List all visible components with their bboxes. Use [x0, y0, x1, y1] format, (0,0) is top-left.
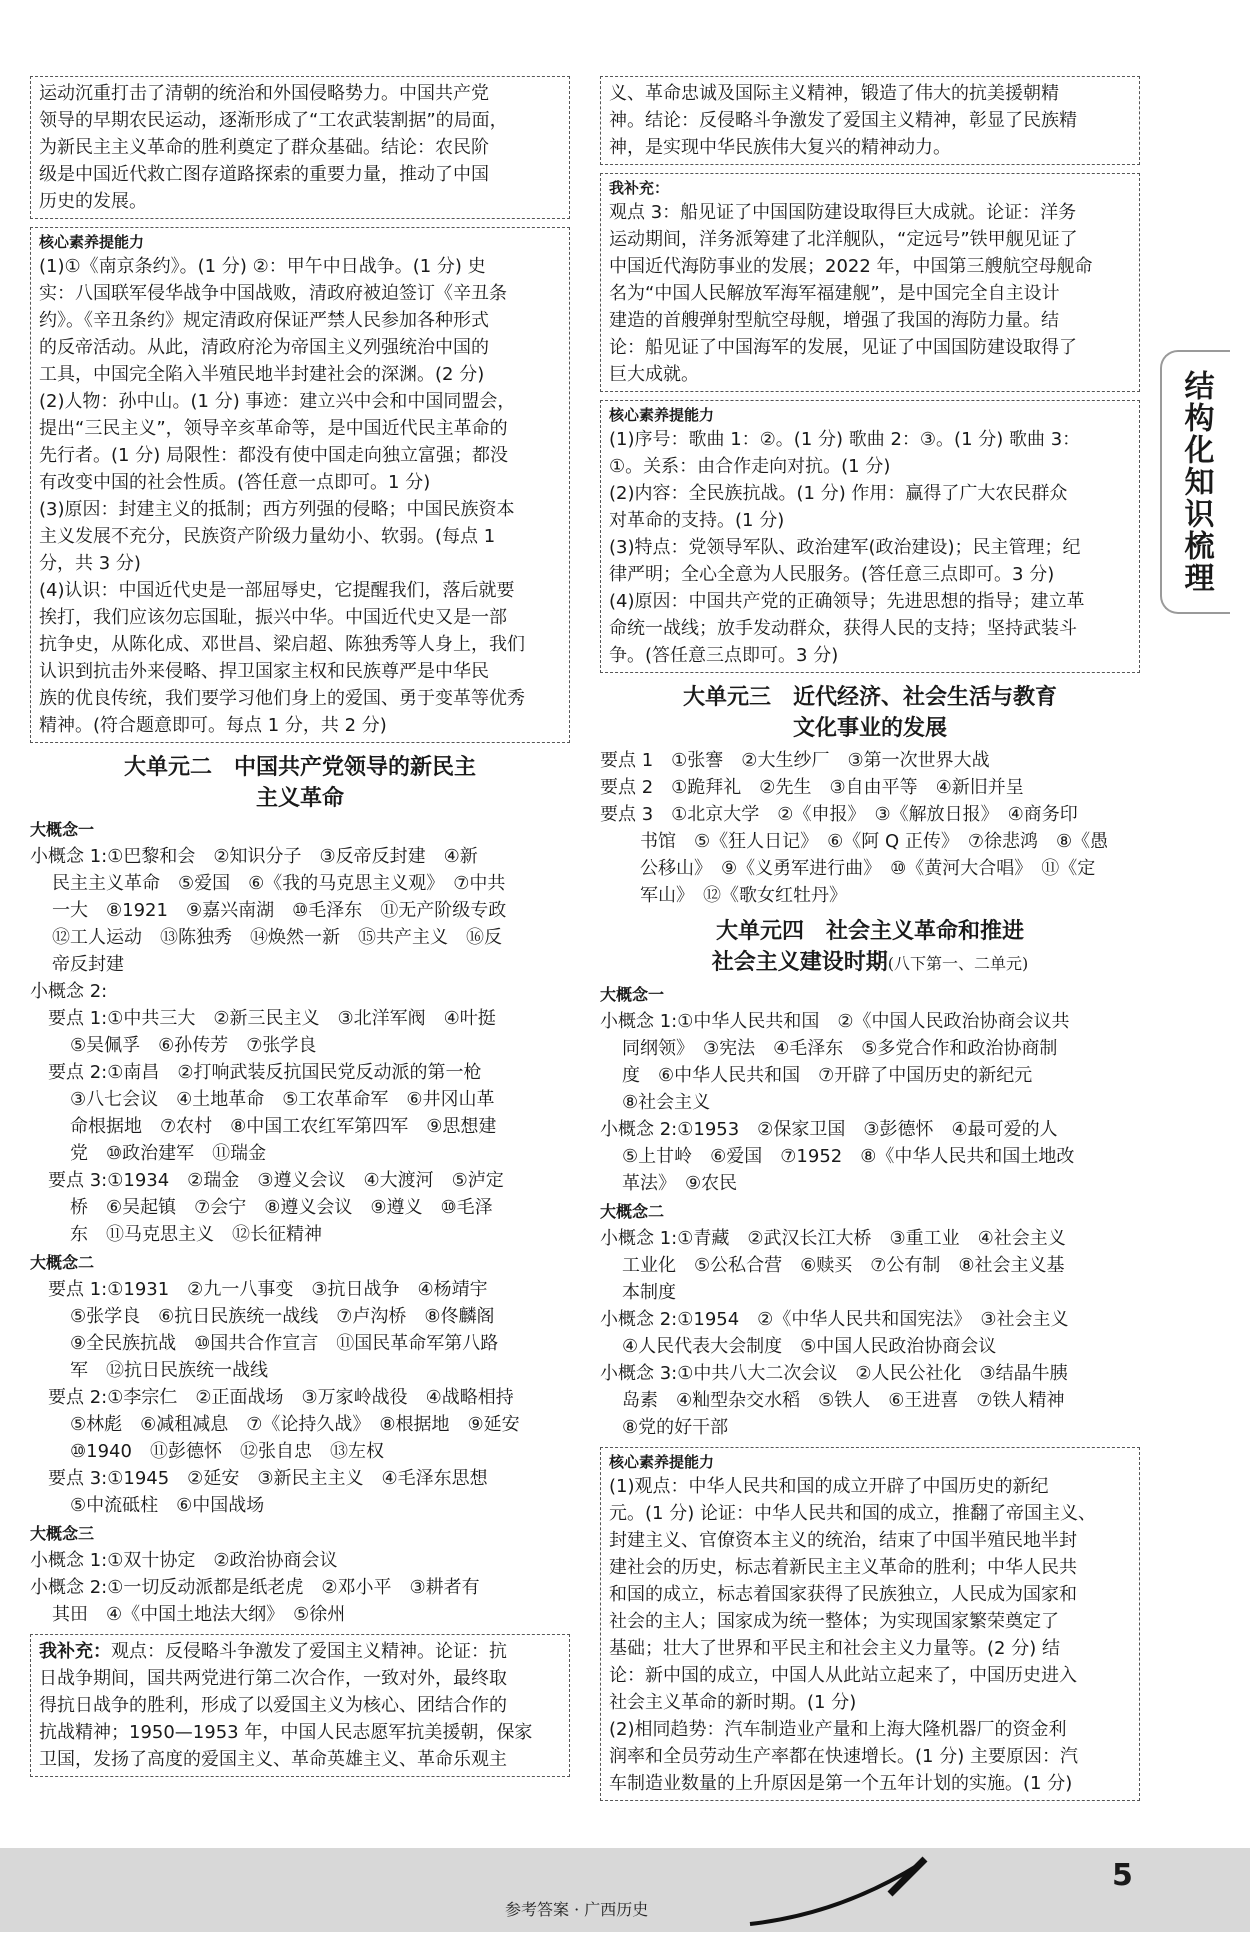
text-line: 领导的早期农民运动，逐渐形成了“工农武装割据”的局面， — [39, 110, 508, 131]
left-column — [30, 76, 570, 1785]
text-line: 历史的发展。 — [39, 191, 147, 212]
text-line: 日战争期间，国共两党进行第二次合作，一致对外，最终取 — [39, 1668, 507, 1689]
text-line: 论：船见证了中国海军的发展，见证了中国国防建设取得了 — [609, 337, 1077, 358]
answer-line: ⑤林彪 ⑥减租减息 ⑦《论持久战》 ⑧根据地 ⑨延安 — [52, 1414, 520, 1435]
answer-line: 小概念 2:①一切反动派都是纸老虎 ②邓小平 ③耕者有 — [30, 1577, 480, 1598]
unit-2-content — [30, 817, 570, 1628]
answer-line: 要点 3:①1945 ②延安 ③新民主主义 ④毛泽东思想 — [30, 1468, 488, 1489]
answer-line: ⑧社会主义 — [622, 1092, 711, 1113]
answer-line: 小概念 1:①中华人民共和国 ②《中国人民政治协商会议共 — [600, 1011, 1070, 1032]
text-line: (1)观点：中华人民共和国的成立开辟了中国历史的新纪 — [609, 1476, 1049, 1497]
unit-3-title-line2: 文化事业的发展 — [792, 715, 947, 741]
text-line: 分，共 3 分) — [39, 553, 141, 574]
answer-line: 要点 2:①南昌 ②打响武装反抗国民党反动派的第一枪 — [30, 1062, 482, 1083]
text-line: 运动沉重打击了清朝的统治和外国侵略势力。中国共产党 — [39, 83, 489, 104]
text-line: 社会主义革命的新时期。(1 分) — [609, 1692, 857, 1713]
text-line: 神。结论：反侵略斗争激发了爱国主义精神，彰显了民族精 — [609, 110, 1077, 131]
answer-line: ⑨全民族抗战 ⑩国共合作宣言 ⑪国民革命军第八路 — [52, 1333, 499, 1354]
text-line: 得抗日战争的胜利，形成了以爱国主义为核心、团结合作的 — [39, 1695, 507, 1716]
text-line: 命统一战线；放手发动群众，获得人民的支持；坚持武装斗 — [609, 618, 1077, 639]
text-line: 抗争史，从陈化成、邓世昌、梁启超、陈独秀等人身上，我们 — [39, 634, 525, 655]
text-line: (3)特点：党领导军队、政治建军(政治建设)；民主管理；纪 — [609, 537, 1081, 558]
text-line: 抗战精神；1950—1953 年，中国人民志愿军抗美援朝，保家 — [39, 1722, 533, 1743]
text-line: 实：八国联军侵华战争中国战败，清政府被迫签订《辛丑条 — [39, 283, 507, 304]
right-box-continued — [600, 76, 1140, 165]
answer-line: 小概念 1:①青藏 ②武汉长江大桥 ③重工业 ④社会主义 — [600, 1228, 1066, 1249]
answer-line: 书馆 ⑤《狂人日记》 ⑥《阿 Q 正传》 ⑦徐悲鸿 ⑧《愚 — [622, 831, 1109, 852]
right-column — [600, 76, 1140, 1809]
text-line: (4)认识：中国近代史是一部屈辱史，它提醒我们，落后就要 — [39, 580, 515, 601]
supplement-line — [39, 1638, 561, 1665]
answer-line: ⑧党的好干部 — [622, 1417, 729, 1438]
text-line: 有改变中国的社会性质。(答任意一点即可。1 分) — [39, 472, 431, 493]
text-line: 元。(1 分) 论证：中华人民共和国的成立，推翻了帝国主义、 — [609, 1503, 1096, 1524]
box-title: 我补充： — [609, 179, 670, 197]
unit-3-content — [600, 747, 1140, 909]
answer-line: 公移山》 ⑨《义勇军进行曲》 ⑩《黄河大合唱》 ⑪《定 — [622, 858, 1096, 879]
answer-line: ⑤张学良 ⑥抗日民族统一战线 ⑦卢沟桥 ⑧佟麟阁 — [52, 1306, 495, 1327]
right-box-core-literacy-1 — [600, 400, 1140, 673]
text-line: 巨大成就。 — [609, 364, 699, 385]
text-line: 建造的首艘弹射型航空母舰，增强了我国的海防力量。结 — [609, 310, 1059, 331]
answer-line: 其田 ④《中国土地法大纲》 ⑤徐州 — [52, 1604, 346, 1625]
box-title: 核心素养提能力 — [609, 1453, 715, 1471]
answer-line: 小概念 1:①巴黎和会 ②知识分子 ③反帝反封建 ④新 — [30, 846, 478, 867]
answer-line: 大概念二 — [600, 1202, 665, 1221]
text-line: 中国近代海防事业的发展；2022 年，中国第三艘航空母舰命 — [609, 256, 1093, 277]
answer-line: 要点 2:①李宗仁 ②正面战场 ③万家岭战役 ④战略相持 — [30, 1387, 514, 1408]
answer-line: ⑫工人运动 ⑬陈独秀 ⑭焕然一新 ⑮共产主义 ⑯反 — [52, 927, 502, 948]
answer-line: ⑩1940 ⑪彭德怀 ⑫张自忠 ⑬左权 — [52, 1441, 384, 1462]
answer-line: 要点 3:①1934 ②瑞金 ③遵义会议 ④大渡河 ⑤泸定 — [30, 1170, 504, 1191]
text-line: 和国的成立，标志着国家获得了民族独立，人民成为国家和 — [609, 1584, 1077, 1605]
text-line: 主义发展不充分，民族资产阶级力量幼小、软弱。(每点 1 — [39, 526, 496, 547]
unit-4-title-line2 — [600, 946, 1140, 980]
answer-line: 度 ⑥中华人民共和国 ⑦开辟了中国历史的新纪元 — [622, 1065, 1033, 1086]
box-title: 核心素养提能力 — [609, 406, 715, 424]
answer-line: 革法》 ⑨农民 — [622, 1173, 738, 1194]
answer-line: 大概念二 — [30, 1253, 95, 1272]
text-line: 提出“三民主义”，领导辛亥革命等，是中国近代民主革命的 — [39, 418, 508, 439]
text-line: 先行者。(1 分) 局限性：都没有使中国走向独立富强；都没 — [39, 445, 508, 466]
text-line: (4)原因：中国共产党的正确领导；先进思想的指导；建立革 — [609, 591, 1085, 612]
answer-line: 帝反封建 — [52, 954, 124, 975]
text-line: 建社会的历史，标志着新民主主义革命的胜利；中华人民共 — [609, 1557, 1077, 1578]
answer-line: 小概念 2: — [30, 981, 108, 1002]
answer-line: 大概念一 — [30, 820, 95, 839]
answer-line: 小概念 2:①1953 ②保家卫国 ③彭德怀 ④最可爱的人 — [600, 1119, 1058, 1140]
answer-line: 军 ⑫抗日民族统一战线 — [52, 1360, 268, 1381]
answer-line: 要点 1:①1931 ②九一八事变 ③抗日战争 ④杨靖宇 — [30, 1279, 488, 1300]
text-line: 名为“中国人民解放军海军福建舰”，是中国完全自主设计 — [609, 283, 1060, 304]
answer-line: 要点 3 ①北京大学 ②《申报》 ③《解放日报》 ④商务印 — [600, 804, 1078, 825]
answer-line: 同纲领》 ③宪法 ④毛泽东 ⑤多党合作和政治协商制 — [622, 1038, 1058, 1059]
answer-line: ④人民代表大会制度 ⑤中国人民政治协商会议 — [622, 1336, 997, 1357]
answer-line: 大概念一 — [600, 985, 665, 1004]
text-line: 族的优良传统，我们要学习他们身上的爱国、勇于变革等优秀 — [39, 688, 525, 709]
text-line: 基础；壮大了世界和平民主和社会主义力量等。(2 分) 结 — [609, 1638, 1060, 1659]
side-tab-label: 结构化知识梳理 — [1178, 370, 1214, 594]
answer-line: ③八七会议 ④土地革命 ⑤工农革命军 ⑥井冈山革 — [52, 1089, 495, 1110]
answer-line: 本制度 — [622, 1282, 676, 1303]
box-title: 核心素养提能力 — [39, 233, 145, 251]
text-line: 运动期间，洋务派筹建了北洋舰队，“定远号”铁甲舰见证了 — [609, 229, 1078, 250]
text-line: (1)①《南京条约》。(1 分) ②：甲午中日战争。(1 分) 史 — [39, 256, 486, 277]
answer-line: 要点 1 ①张謇 ②大生纱厂 ③第一次世界大战 — [600, 750, 990, 771]
answer-line: 民主主义革命 ⑤爱国 ⑥《我的马克思主义观》 ⑦中共 — [52, 873, 506, 894]
text-line: 润率和全员劳动生产率都在快速增长。(1 分) 主要原因：汽 — [609, 1746, 1078, 1767]
text-line: 卫国，发扬了高度的爱国主义、革命英雄主义、革命乐观主 — [39, 1749, 507, 1770]
answer-line: 桥 ⑥吴起镇 ⑦会宁 ⑧遵义会议 ⑨遵义 ⑩毛泽 — [52, 1197, 493, 1218]
side-section-tab — [1160, 350, 1230, 614]
text-line: 的反帝活动。从此，清政府沦为帝国主义列强统治中国的 — [39, 337, 489, 358]
text-line: 约》。《辛丑条约》规定清政府保证严禁人民参加各种形式 — [39, 310, 489, 331]
text-line: 社会的主人；国家成为统一整体；为实现国家繁荣奠定了 — [609, 1611, 1059, 1632]
text-line: 挨打，我们应该勿忘国耻，振兴中华。中国近代史又是一部 — [39, 607, 507, 628]
unit-2-title-line2: 主义革命 — [255, 785, 344, 811]
page-number: 5 — [1112, 1858, 1133, 1893]
text-line: 工具，中国完全陷入半殖民地半封建社会的深渊。(2 分) — [39, 364, 485, 385]
answer-line: 要点 1:①中共三大 ②新三民主义 ③北洋军阀 ④叶挺 — [30, 1008, 496, 1029]
text-line: (1)序号：歌曲 1：②。(1 分) 歌曲 2：③。(1 分) 歌曲 3： — [609, 429, 1081, 450]
answer-line: ⑤上甘岭 ⑥爱国 ⑦1952 ⑧《中华人民共和国土地改 — [622, 1146, 1075, 1167]
left-box-continued — [30, 76, 570, 219]
text-line: 级是中国近代救亡图存道路探索的重要力量，推动了中国 — [39, 164, 489, 185]
answer-line: 一大 ⑧1921 ⑨嘉兴南湖 ⑩毛泽东 ⑪无产阶级专政 — [52, 900, 507, 921]
answer-line: 军山》 ⑫《歌女红牡丹》 — [622, 885, 847, 906]
unit-4-subtitle: (八下第一、二单元) — [887, 954, 1029, 973]
text-line: 争。(答任意三点即可。3 分) — [609, 645, 839, 666]
text-line: 精神。(符合题意即可。每点 1 分，共 2 分) — [39, 715, 387, 736]
footer-label: 参考答案 · 广西历史 — [505, 1900, 649, 1919]
answer-line: 岛素 ④籼型杂交水稻 ⑤铁人 ⑥王进喜 ⑦铁人精神 — [622, 1390, 1065, 1411]
answer-line: 党 ⑩政治建军 ⑪瑞金 — [52, 1143, 267, 1164]
text-line: 认识到抗击外来侵略、捍卫国家主权和民族尊严是中华民 — [39, 661, 489, 682]
text-line: (2)内容：全民族抗战。(1 分) 作用：赢得了广大农民群众 — [609, 483, 1068, 504]
left-box-core-literacy — [30, 227, 570, 743]
text-line: 神，是实现中华民族伟大复兴的精神动力。 — [609, 137, 951, 158]
right-box-supplement — [600, 173, 1140, 392]
text-line: 车制造业数量的上升原因是第一个五年计划的实施。(1 分) — [609, 1773, 1073, 1794]
answer-line: 小概念 2:①1954 ②《中华人民共和国宪法》 ③社会主义 — [600, 1309, 1069, 1330]
answer-line: 大概念三 — [30, 1524, 95, 1543]
text-line: 观点 3：船见证了中国国防建设取得巨大成就。论证：洋务 — [609, 202, 1077, 223]
answer-line: ⑤吴佩孚 ⑥孙传芳 ⑦张学良 — [52, 1035, 317, 1056]
answer-line: 小概念 3:①中共八大二次会议 ②人民公社化 ③结晶牛胰 — [600, 1363, 1068, 1384]
unit-2-title — [30, 751, 570, 815]
text-line: (2)相同趋势：汽车制造业产量和上海大隆机器厂的资金利 — [609, 1719, 1067, 1740]
text-line: 义、革命忠诚及国际主义精神，锻造了伟大的抗美援朝精 — [609, 83, 1059, 104]
right-box-core-literacy-2 — [600, 1447, 1140, 1801]
pen-stroke-icon — [740, 1854, 940, 1934]
text-line: 封建主义、官僚资本主义的统治，结束了中国半殖民地半封 — [609, 1530, 1077, 1551]
answer-line: 命根据地 ⑦农村 ⑧中国工农红军第四军 ⑨思想建 — [52, 1116, 497, 1137]
unit-2-title-line1: 大单元二 中国共产党领导的新民主 — [123, 754, 476, 780]
text-line: ①。关系：由合作走向对抗。(1 分) — [609, 456, 891, 477]
text-line: 为新民主主义革命的胜利奠定了群众基础。结论：农民阶 — [39, 137, 489, 158]
answer-line: 工业化 ⑤公私合营 ⑥赎买 ⑦公有制 ⑧社会主义基 — [622, 1255, 1065, 1276]
answer-line: 要点 2 ①跪拜礼 ②先生 ③自由平等 ④新旧并呈 — [600, 777, 1024, 798]
unit-3-title-line1: 大单元三 近代经济、社会生活与教育 — [682, 684, 1057, 710]
page-footer — [0, 1848, 1250, 1932]
text-line: 对革命的支持。(1 分) — [609, 510, 785, 531]
supplement-label: 我补充： — [39, 1641, 111, 1662]
unit-4-title-line1: 大单元四 社会主义革命和推进 — [715, 918, 1024, 944]
answer-line: ⑤中流砥柱 ⑥中国战场 — [52, 1495, 265, 1516]
answer-line: 小概念 1:①双十协定 ②政治协商会议 — [30, 1550, 338, 1571]
supplement-first-line: 观点：反侵略斗争激发了爱国主义精神。论证：抗 — [111, 1641, 507, 1662]
unit-4-title-main: 社会主义建设时期 — [711, 949, 888, 975]
answer-line: 东 ⑪马克思主义 ⑫长征精神 — [52, 1224, 322, 1245]
text-line: (3)原因：封建主义的抵制；西方列强的侵略；中国民族资本 — [39, 499, 515, 520]
text-line: 论：新中国的成立，中国人从此站立起来了，中国历史进入 — [609, 1665, 1077, 1686]
unit-4-content — [600, 982, 1140, 1441]
text-line: 律严明；全心全意为人民服务。(答任意三点即可。3 分) — [609, 564, 1055, 585]
left-box-supplement — [30, 1634, 570, 1777]
text-line: (2)人物：孙中山。(1 分) 事迹：建立兴中会和中国同盟会， — [39, 391, 516, 412]
